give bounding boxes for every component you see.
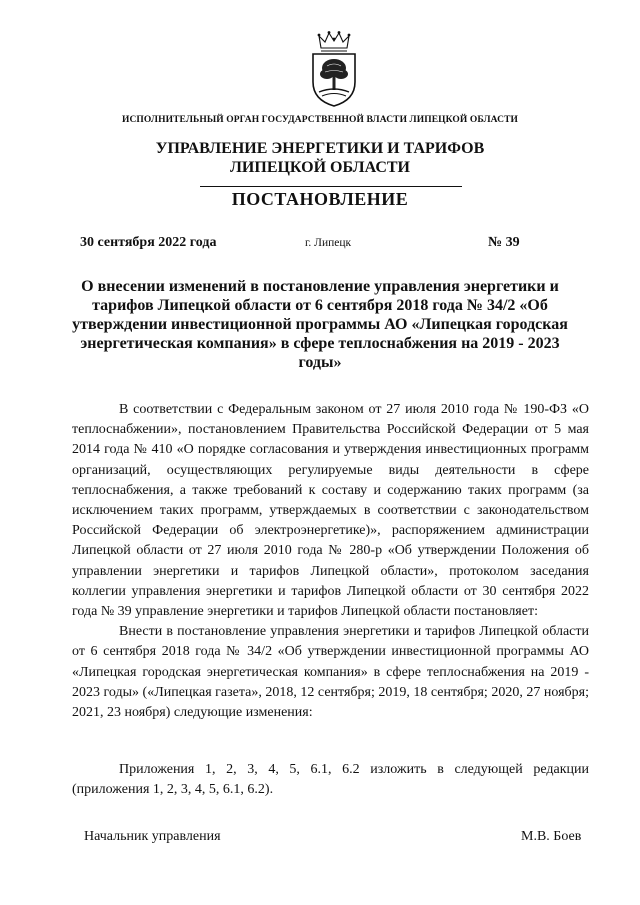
- document-city: г. Липецк: [305, 237, 352, 249]
- document-title: О внесении изменений в постановление управления энергетики и тарифов Липецкой области от 6 сентября 2018 года № 34/2 «Об утверждении инвестиционной программы АО «Липецкая городская энергетическая компания» в сфере теплоснабжения на 2019 - 2023 годы»: [72, 278, 568, 371]
- annex-paragraph: Приложения 1, 2, 3, 4, 5, 6.1, 6.2 изложить в следующей редакции (приложения 1, 2, 3, 4, 5, 6.1, 6.2).: [72, 762, 589, 798]
- document-date: 30 сентября 2022 года: [80, 235, 217, 250]
- document-type: ПОСТАНОВЛЕНИЕ: [231, 189, 409, 209]
- department-line-1: УПРАВЛЕНИЕ ЭНЕРГЕТИКИ И ТАРИФОВ: [155, 140, 485, 157]
- signatory-name: М.В. Боев: [521, 829, 582, 844]
- divider: [200, 186, 462, 187]
- issuing-authority: ИСПОЛНИТЕЛЬНЫЙ ОРГАН ГОСУДАРСТВЕННОЙ ВЛАСТИ ЛИПЕЦКОЙ ОБЛАСТИ: [121, 115, 519, 125]
- document-body: [72, 400, 589, 723]
- document-number: № 39: [488, 235, 520, 250]
- decision-paragraph: Внести в постановление управления энергетики и тарифов Липецкой области от 6 сентября 2018 года № 34/2 «Об утверждении инвестиционной программы АО «Липецкая городская энергетическая компания» в сфере теплоснабжения на 2019 - 2023 годы» («Липецкая газета», 2018, 12 сентября; 2019, 18 сентября; 2020, 27 ноября; 2021, 23 ноября) следующие изменения:: [72, 624, 589, 721]
- department-name: [0, 139, 640, 177]
- coat-of-arms-icon: [305, 30, 363, 108]
- signatory-title: Начальник управления: [84, 829, 221, 844]
- department-line-2: ЛИПЕЦКОЙ ОБЛАСТИ: [230, 159, 410, 176]
- preamble-paragraph: В соответствии с Федеральным законом от 27 июля 2010 года № 190-ФЗ «О теплоснабжении», постановлением Правительства Российской Федерации от 5 мая 2014 года № 410 «О порядке согласования и утверждения инвестиционных программ организаций, осуществляющих регулируемые виды деятельности в сфере теплоснабжения, а также требований к составу и содержанию таких программ (за исключением таких программ, утверждаемых в соответствии с законодательством Российской Федерации об электроэнергетике)», распоряжением администрации Липецкой области от 27 июля 2010 года № 280-р «Об утверждении Положения об управлении энергетики и тарифов Липецкой области», протоколом заседания коллегии управления энергетики и тарифов Липецкой области от 30 сентября 2022 года № 39 управление энергетики и тарифов Липецкой области постановляет:: [72, 402, 589, 620]
